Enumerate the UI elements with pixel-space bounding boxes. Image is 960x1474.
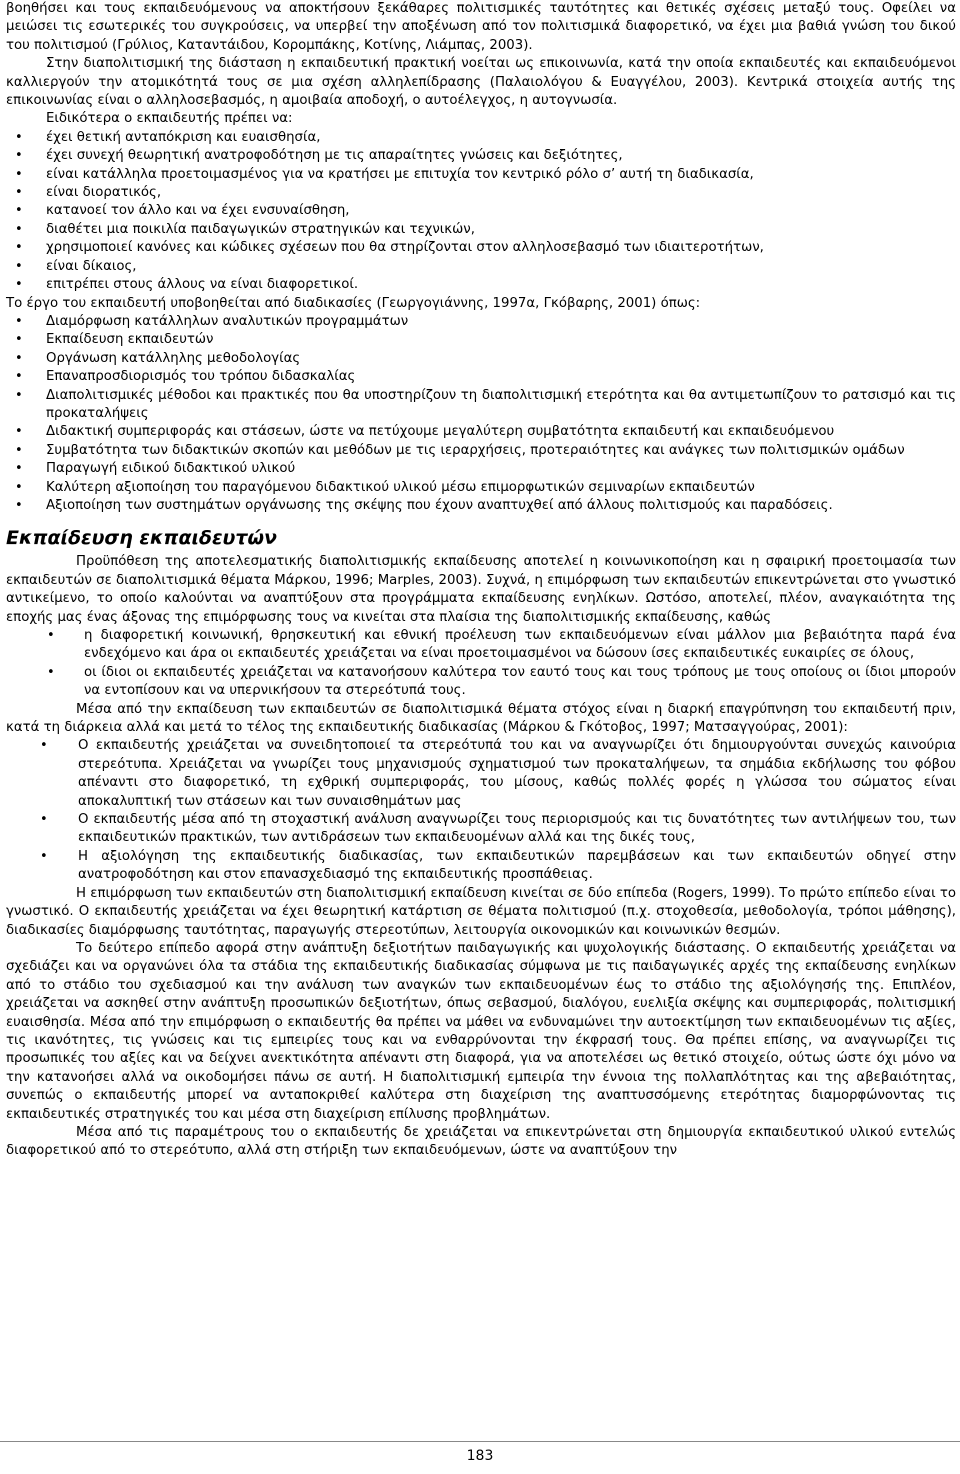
list-item: • Συμβατότητα των διδακτικών σκοπών και μεθόδων με τις ιεραρχήσεις, προτεραιότητες και ανάγκες των πολιτισμικών ομάδων: [6, 442, 956, 460]
list-item: • Επαναπροσδιορισμός του τρόπου διδασκαλίας: [6, 368, 956, 386]
list-item: • Διαπολιτισμικές μέθοδοι και πρακτικές που θα υποστηρίζουν τη διαπολιτισμική ετερότητα και θα αντιμετωπίζουν το ρατσισμό και τις προκαταλήψεις: [6, 387, 956, 424]
list-item: • είναι διορατικός,: [6, 184, 956, 202]
list-item: • κατανοεί τον άλλο και να έχει ενσυναίσθηση,: [6, 202, 956, 220]
paragraph-parameters: Μέσα από τις παραμέτρους του ο εκπαιδευτής δε χρειάζεται να επικεντρώνεται στη δημιουργία εκπαιδευτικού υλικού εντελώς διαφορετικού από το στερεότυπο, αλλά στη στήριξη των εκπαιδευόμενων, ώστε να αναπτύξουν την: [6, 1124, 956, 1159]
paragraph-two-levels: Η επιμόρφωση των εκπαιδευτών στη διαπολιτισμική εκπαίδευση κινείται σε δύο επίπεδα (Rogers, 1999). Το πρώτο επίπεδο είναι το γνωστικό. Ο εκπαιδευτής χρειάζεται να έχει θεωρητική κατάρτιση σε θέματα πολιτισμού (π.χ. στοχοθεσία, μεθοδολογία, τρόποι μάθησης), διαδικασίες διαμόρφωσης ταυτότητας, παραγωγής στερεοτύπων, λειτουργία οικονομικών και κοινωνικών θεσμών.: [6, 885, 956, 938]
list-item: • Διαμόρφωση κατάλληλων αναλυτικών προγραμμάτων: [6, 313, 956, 331]
paragraph-prerequisite: Προϋπόθεση της αποτελεσματικής διαπολιτισμικής εκπαίδευσης αποτελεί η κοινωνικοποίηση και η σφαιρική προετοιμασία των εκπαιδευτών σε διαπολιτισμικά θέματα Μάρκου, 1996; Marples, 2003). Συχνά, η επιμόρφωση των εκπαιδευτών επικεντρώνεται στο γνωστικό αντικείμενο, το οποίο καλούνται να αναπτύξουν στα προγράμματα εκπαίδευσης ενηλίκων. Ωστόσο, αποτελεί, πλέον, αναγκαιότητα της εποχής μας ένας άξονας της επιμόρφωσης τους να κινείται στα πλαίσια της διαπολιτισμικής εκπαίδευσης, καθώς: [6, 554, 956, 625]
paragraph-specifically: Ειδικότερα ο εκπαιδευτής πρέπει να:: [46, 111, 293, 127]
list-item: • Ο εκπαιδευτής χρειάζεται να συνειδητοποιεί τα στερεότυπά του και να αναγνωρίζει ότι δημιουργούνται συνεχώς καινούρια στερεότυπα. Χρειάζεται να γνωρίζει τους μηχανισμούς σχηματισμού των προκαταλήψεων, τα σημάδια εκδήλωσης του φόβου απέναντι στο διαφορετικό, τη εχθρική συμπεριφοράς, του μίσους, καθώς πολλές φορές η γλώσσα του σώματος είναι αποκαλυπτική των στάσεων και των συναισθημάτων μας: [6, 737, 956, 811]
list-item: • Η αξιολόγηση της εκπαιδευτικής διαδικασίας, των εκπαιδευτικών παρεμβάσεων και των εκπαιδευτών οδηγεί στην ανατροφοδότηση και στον επανασχεδιασμό της εκπαιδευτικής προσπάθειας.: [6, 848, 956, 885]
list-item: • Οργάνωση κατάλληλης μεθοδολογίας: [6, 350, 956, 368]
list-item: • Ο εκπαιδευτής μέσα από τη στοχαστική ανάλυση αναγνωρίζει τους περιορισμούς και τις δυνατότητες των αντιλήψεων του, των εκπαιδευτικών πρακτικών, των αντιδράσεων των εκπαιδευομένων αλλά και της δικές τους,: [6, 811, 956, 848]
list-item: • επιτρέπει στους άλλους να είναι διαφορετικοί.: [6, 276, 956, 294]
document-page: [6, 0, 956, 1161]
list-item: • έχει θετική ανταπόκριση και ευαισθησία,: [6, 129, 956, 147]
list-item: • έχει συνεχή θεωρητική ανατροφοδότηση με τις απαραίτητες γνώσεις και δεξιότητες,: [6, 147, 956, 165]
list-item: • Παραγωγή ειδικού διδακτικού υλικού: [6, 460, 956, 478]
list-item: • Καλύτερη αξιοποίηση του παραγόμενου διδακτικού υλικού μέσω επιμορφωτικών σεμιναρίων εκπαιδευτών: [6, 479, 956, 497]
list-item: • Αξιοποίηση των συστημάτων οργάνωσης της σκέψης που έχουν αναπτυχθεί από άλλους πολιτισμούς και παραδόσεις.: [6, 497, 956, 515]
list-item: • είναι δίκαιος,: [6, 258, 956, 276]
list-item: • η διαφορετική κοινωνική, θρησκευτική και εθνική προέλευση των εκπαιδευόμενων είναι μάλλον μια βεβαιότητα παρά ένα ενδεχόμενο και άρα οι εκπαιδευτές χρειάζεται να είναι προετοιμασμένοι να δώσουν ίσες εκπαιδευτικές ευκαιρίες σε όλους,: [6, 627, 956, 664]
list-training-points: [6, 737, 956, 884]
list-item: • Εκπαίδευση εκπαιδευτών: [6, 331, 956, 349]
list-item: • είναι κατάλληλα προετοιμασμένος για να κρατήσει με επιτυχία τον κεντρικό ρόλο σ’ αυτή τη διαδικασία,: [6, 166, 956, 184]
section-heading: Εκπαίδευση εκπαιδευτών: [6, 527, 277, 550]
list-item: • Διδακτική συμπεριφοράς και στάσεων, ώστε να πετύχουμε μεγαλύτερη συμβατότητα εκπαιδευτή και εκπαιδευόμενου: [6, 423, 956, 441]
paragraph-processes: Το έργο του εκπαιδευτή υποβοηθείται από διαδικασίες (Γεωργογιάννης, 1997α, Γκόβαρης, 2001) όπως:: [6, 295, 701, 311]
paragraph-intercultural: Στην διαπολιτισμική της διάσταση η εκπαιδευτική πρακτική νοείται ως επικοινωνία, κατά την οποία εκπαιδευτές και εκπαιδευόμενοι καλλιεργούν την ατομικότητά τους σε μια σχέση αλληλεπίδρασης (Παλαιολόγου & Ευαγγέλου, 2003). Κεντρικά στοιχεία αυτής της επικοινωνίας είναι ο αλληλοσεβασμός, η αμοιβαία αποδοχή, ο αυτοέλεγχος, η αυτογνωσία.: [6, 56, 956, 109]
paragraph-training-goal: Μέσα από την εκπαίδευση των εκπαιδευτών σε διαπολιτισμικά θέματα στόχος είναι η διαρκή επαγρύπνηση του εκπαιδευτή πριν, κατά τη διάρκεια αλλά και μετά το τέλος της εκπαιδευτικής διαδικασίας (Μάρκου & Γκότοβος, 1997; Ματσαγγούρας, 2001):: [6, 701, 956, 736]
list-educator-traits: [6, 129, 956, 295]
list-item: • οι ίδιοι οι εκπαιδευτές χρειάζεται να κατανοήσουν καλύτερα τον εαυτό τους και τους τρόπους με τους οποίους οι ίδιοι μπορούν να εντοπίσουν και να υπερνικήσουν τα στερεότυπά τους.: [6, 664, 956, 701]
footer-divider: [0, 1441, 960, 1442]
list-item: • χρησιμοποιεί κανόνες και κώδικες σχέσεων που θα στηρίζονται στον αλληλοσεβασμό των ιδιαιτεροτήτων,: [6, 239, 956, 257]
list-item: • διαθέτει μια ποικιλία παιδαγωγικών στρατηγικών και τεχνικών,: [6, 221, 956, 239]
paragraph-second-level: Το δεύτερο επίπεδο αφορά στην ανάπτυξη δεξιοτήτων παιδαγωγικής και ψυχολογικής διάστασης. Ο εκπαιδευτής χρειάζεται να σχεδιάζει και να οργανώνει όλα τα στάδια της εκπαιδευτικής διαδικασίας σύμφωνα με τις παιδαγωγικές αρχές της εκπαίδευσης ενηλίκων από το στάδιο του σχεδιασμού και την ανάλυση των αναγκών των εκπαιδευομένων έως το στάδιο της αξιολόγησής της. Επιπλέον, χρειάζεται να ασκηθεί στην ανάπτυξη προσωπικών δεξιοτήτων, όπως σεβασμού, διαλόγου, ευελιξία σκέψης και συμπεριφοράς, πολιτισμική ευαισθησία. Μέσα από την επιμόρφωση ο εκπαιδευτής θα πρέπει να μάθει να ενδυναμώνει την αυτοεκτίμηση των εκπαιδευομένων τις αξίες, τις ικανότητες, τις γνώσεις και τις εμπειρίες τους και να ενθαρρύνονται την έκφρασή τους. Θα πρέπει επίσης, να αναγνωρίζει τις προσωπικές του αξίες και να δείχνει ανεκτικότητα απέναντι στη διαφορά, για να αποτελέσει ως θετικό στοιχείο, ούτως ώστε όχι μόνο να την κατανοήσει αλλά να οικοδομήσει πάνω σε αυτή. Η διαπολιτισμική εμπειρία την έννοια της πολλαπλότητας και της αβεβαιότητας, συνεπώς ο εκπαιδευτής μπορεί να ανταποκριθεί καλύτερα στη διαχείριση της αναπτυσσόμενης ετερότητας διαμορφώνοντας τις εκπαιδευτικές στρατηγικές του και μέσα στη διαχείριση επίλυσης προβλημάτων.: [6, 940, 956, 1122]
page-number: 183: [466, 1448, 494, 1464]
list-reasons: [6, 627, 956, 701]
paragraph-intro: βοηθήσει και τους εκπαιδευόμενους να αποκτήσουν ξεκάθαρες πολιτισμικές ταυτότητες και θετικές σχέσεις μεταξύ τους. Οφείλει να μειώσει τις εσωτερικές του συγκρούσεις, να υπερβεί την αποξένωση από τον πολιτισμικά διαφορετικό, να έχει μια βαθιά γνώση του δικού του πολιτισμού (Γρύλιος, Καταντάιδου, Κορομπάκης, Κοτίνης, Λιάμπας, 2003).: [6, 1, 956, 53]
list-processes: [6, 313, 956, 515]
